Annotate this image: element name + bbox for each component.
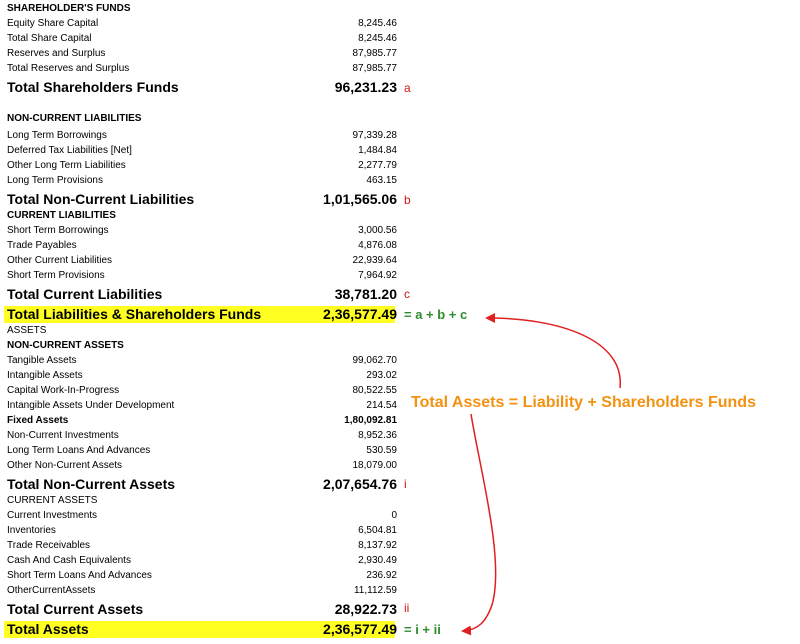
line-value: 214.54 [366, 400, 397, 411]
callout-text: Total Assets = Liability + Shareholders Funds [411, 394, 756, 411]
line-label: Non-Current Investments [7, 430, 119, 441]
line-label: Fixed Assets [7, 415, 69, 426]
total-label: Total Liabilities & Shareholders Funds [7, 306, 262, 322]
line-value: 1,484.84 [358, 145, 397, 156]
line-value: 87,985.77 [352, 63, 397, 74]
line-label: Long Term Borrowings [7, 130, 107, 141]
line-value: 8,245.46 [358, 33, 397, 44]
line-value: 530.59 [366, 445, 397, 456]
line-value: 3,000.56 [358, 225, 397, 236]
line-value: 11,112.59 [353, 585, 397, 596]
total-value: 2,07,654.76 [323, 476, 397, 492]
line-label: Other Long Term Liabilities [7, 160, 126, 171]
line-value: 8,137.92 [358, 540, 397, 551]
marker-b: b [404, 193, 411, 207]
line-value: 6,504.81 [358, 525, 397, 536]
line-label: Total Reserves and Surplus [7, 63, 130, 74]
line-label: Other Non-Current Assets [7, 460, 123, 471]
total-value: 38,781.20 [334, 286, 397, 302]
heading-text: NON-CURRENT ASSETS [7, 340, 124, 351]
line-label: Other Current Liabilities [7, 255, 113, 266]
line-value: 1,80,092.81 [344, 415, 397, 426]
line-value: 7,964.92 [358, 270, 397, 281]
line-value: 4,876.08 [358, 240, 397, 251]
total-value: 2,36,577.49 [323, 621, 397, 637]
heading-text: NON-CURRENT LIABILITIES [7, 113, 142, 124]
line-label: Short Term Loans And Advances [7, 570, 152, 581]
total-label: Total Non-Current Assets [7, 476, 176, 492]
marker-a: a [404, 81, 411, 95]
heading-text: CURRENT LIABILITIES [7, 210, 116, 221]
line-label: Equity Share Capital [7, 18, 99, 29]
total-value: 1,01,565.06 [323, 191, 397, 207]
heading-text: SHAREHOLDER'S FUNDS [7, 3, 131, 14]
arrow-to-assets [463, 414, 496, 631]
line-value: 236.92 [366, 570, 397, 581]
line-label: Cash And Cash Equivalents [7, 555, 131, 566]
formula-assets: = i + ii [404, 622, 441, 637]
total-value: 28,922.73 [334, 601, 397, 617]
line-label: Long Term Provisions [7, 175, 103, 186]
total-value: 2,36,577.49 [323, 306, 397, 322]
marker-c: c [404, 287, 410, 301]
line-label: Intangible Assets Under Development [7, 400, 175, 411]
marker-ii: ii [404, 601, 410, 615]
total-label: Total Current Assets [7, 601, 144, 617]
line-value: 8,245.46 [358, 18, 397, 29]
line-label: Trade Receivables [7, 540, 91, 551]
line-value: 97,339.28 [352, 130, 397, 141]
line-label: Trade Payables [7, 240, 77, 251]
line-label: OtherCurrentAssets [7, 585, 96, 596]
line-value: 87,985.77 [352, 48, 397, 59]
line-value: 8,952.36 [358, 430, 397, 441]
line-label: Total Share Capital [7, 33, 92, 44]
marker-i: i [404, 477, 407, 491]
line-value: 0 [391, 510, 397, 521]
line-label: Reserves and Surplus [7, 48, 106, 59]
line-label: Deferred Tax Liabilities [Net] [7, 145, 132, 156]
total-label: Total Assets [7, 621, 89, 637]
line-label: Tangible Assets [7, 355, 77, 366]
line-value: 2,277.79 [358, 160, 397, 171]
line-value: 293.02 [366, 370, 397, 381]
line-value: 2,930.49 [358, 555, 397, 566]
total-label: Total Non-Current Liabilities [7, 191, 195, 207]
heading-text: CURRENT ASSETS [7, 495, 98, 506]
line-value: 18,079.00 [352, 460, 397, 471]
line-label: Short Term Borrowings [7, 225, 109, 236]
arrow-to-liabilities [487, 318, 620, 388]
line-value: 22,939.64 [352, 255, 397, 266]
line-label: Intangible Assets [7, 370, 83, 381]
line-label: Current Investments [7, 510, 98, 521]
line-value: 99,062.70 [352, 355, 397, 366]
line-value: 463.15 [366, 175, 397, 186]
formula-liabilities: = a + b + c [404, 307, 468, 322]
total-value: 96,231.23 [334, 79, 397, 95]
total-label: Total Current Liabilities [7, 286, 163, 302]
line-value: 80,522.55 [352, 385, 397, 396]
line-label: Capital Work-In-Progress [7, 385, 120, 396]
heading-text: ASSETS [7, 325, 47, 336]
line-label: Long Term Loans And Advances [7, 445, 151, 456]
line-label: Short Term Provisions [7, 270, 105, 281]
total-label: Total Shareholders Funds [7, 79, 179, 95]
line-label: Inventories [7, 525, 56, 536]
